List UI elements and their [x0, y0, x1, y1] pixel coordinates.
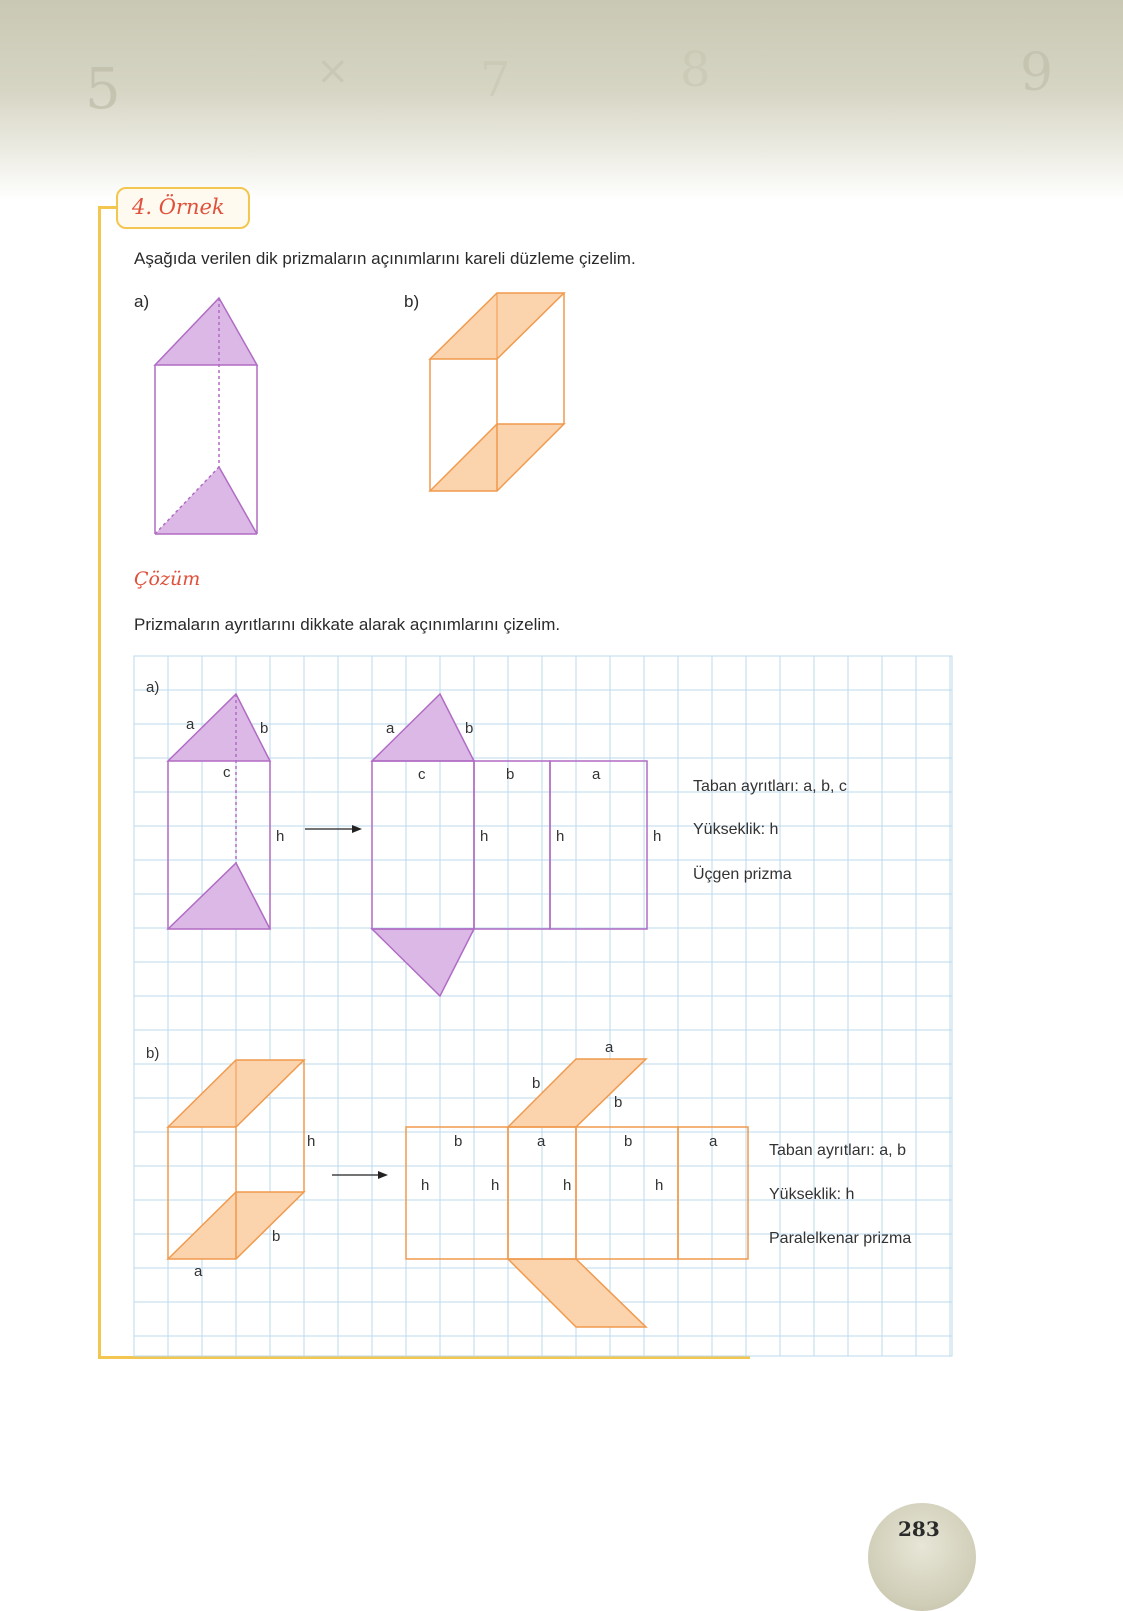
part-b-info-type: Paralelkenar prizma	[769, 1230, 912, 1247]
part-b-net-h2: h	[491, 1177, 500, 1194]
part-b-net-top-a: a	[605, 1039, 614, 1056]
part-a-net-h2: h	[556, 828, 565, 845]
part-a-net-h1: h	[480, 828, 489, 845]
part-a-net-c-label: c	[418, 766, 426, 783]
part-b-net-h4: h	[655, 1177, 664, 1194]
part-a-prism-height: h	[276, 828, 285, 845]
part-a-info-height: Yükseklik: h	[693, 821, 779, 838]
part-a-net-a-label: a	[592, 766, 601, 783]
part-b-prism-height: h	[307, 1133, 316, 1150]
part-a-prism-edge-c: c	[223, 764, 231, 781]
svg-text:8: 8	[680, 42, 711, 98]
part-a-prism-edge-b: b	[260, 720, 269, 737]
part-b-net-h1: h	[421, 1177, 430, 1194]
part-b-net-h3: h	[563, 1177, 572, 1194]
svg-text:7: 7	[480, 52, 511, 108]
part-a-net-b-label: b	[506, 766, 515, 783]
svg-text:5: 5	[85, 57, 121, 122]
part-a-info-type: Üçgen prizma	[693, 866, 792, 883]
part-b-net-top-b1: b	[532, 1075, 541, 1092]
svg-text:×: ×	[316, 48, 350, 94]
part-b-label: b)	[146, 1045, 160, 1062]
part-b-net-b2: b	[624, 1133, 633, 1150]
figure-a-label: a)	[134, 292, 150, 311]
svg-text:9: 9	[1020, 43, 1054, 103]
figure-b-label: b)	[404, 292, 420, 311]
part-a-prism-edge-a: a	[186, 716, 195, 733]
solution-text: Prizmaların ayrıtlarını dikkate alarak açınımlarını çizelim.	[134, 615, 561, 634]
part-b-net-a2: a	[709, 1133, 718, 1150]
part-a-net-edge-a: a	[386, 720, 395, 737]
page-number: 283	[898, 1517, 940, 1541]
question-text: Aşağıda verilen dik prizmaların açınımlarını kareli düzleme çizelim.	[134, 249, 636, 268]
part-b-net-top-b2: b	[614, 1094, 623, 1111]
part-b-info-height: Yükseklik: h	[769, 1186, 855, 1203]
part-b-net-b1: b	[454, 1133, 463, 1150]
part-a-label: a)	[146, 679, 160, 696]
part-b-net-a1: a	[537, 1133, 546, 1150]
page-number-badge	[868, 1503, 976, 1611]
part-a-info-edges: Taban ayrıtları: a, b, c	[693, 778, 847, 795]
part-a-net-h3: h	[653, 828, 662, 845]
example-title: 4. Örnek	[132, 195, 225, 219]
part-a-net-edge-b: b	[465, 720, 474, 737]
part-b-info-edges: Taban ayrıtları: a, b	[769, 1142, 906, 1159]
part-b-prism-edge-b: b	[272, 1228, 281, 1245]
part-b-prism-edge-a: a	[194, 1263, 203, 1280]
solution-title: Çözüm	[134, 568, 201, 590]
